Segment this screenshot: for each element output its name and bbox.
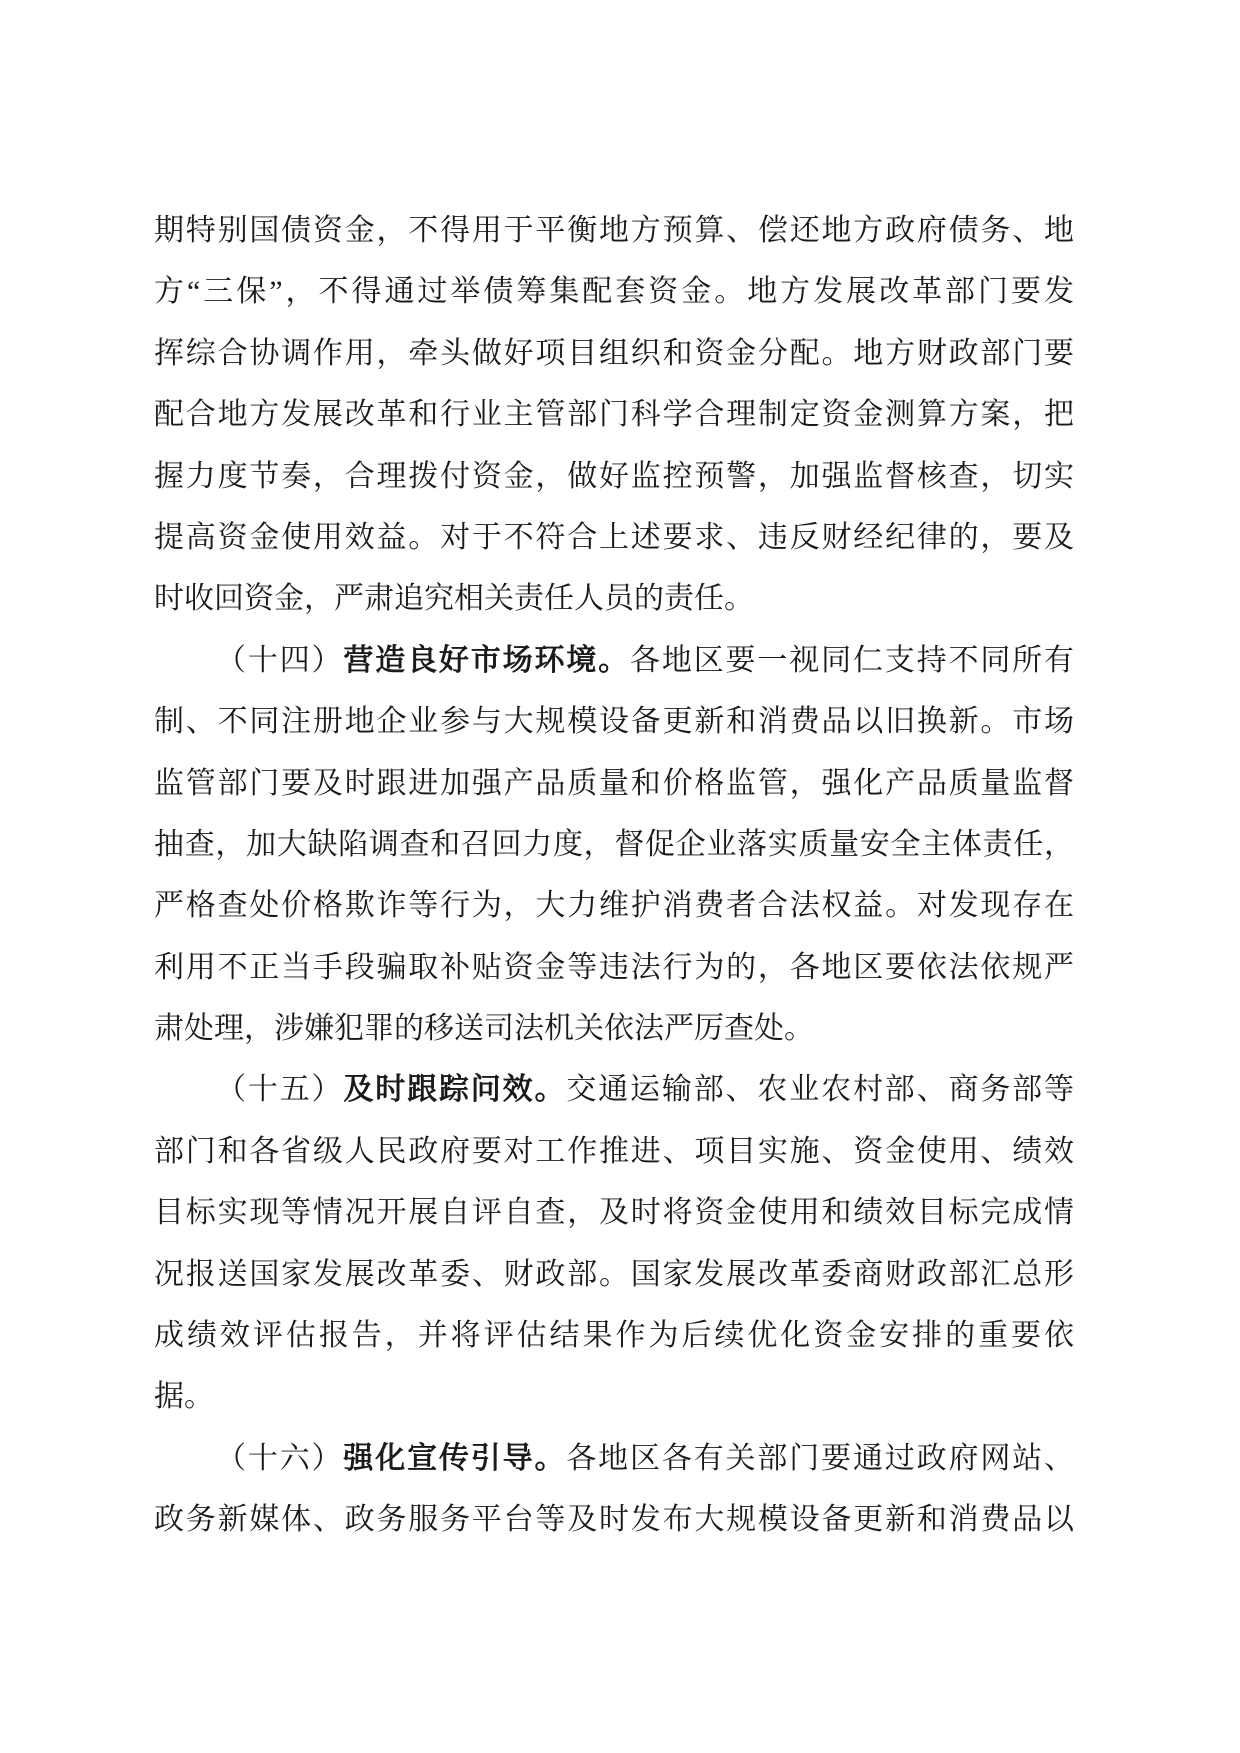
body-text: 部门和各省级人民政府要对工作推进、项目实施、资金使用、绩效	[154, 1134, 1074, 1168]
text-line	[154, 1366, 1074, 1427]
body-text: 监管部门要及时跟进加强产品质量和价格监管，强化产品质量监督	[154, 766, 1074, 800]
text-line	[154, 568, 1074, 629]
text-line	[154, 937, 1074, 998]
body-text: 抽查，加大缺陷调查和召回力度，督促企业落实质量安全主体责任，	[154, 827, 1074, 861]
body-text: （十四）	[216, 643, 344, 677]
text-line	[154, 1305, 1074, 1366]
section-heading-text: 及时跟踪问效。	[343, 1073, 567, 1107]
text-line	[154, 753, 1074, 814]
body-text: 挥综合协调作用，牵头做好项目组织和资金分配。地方财政部门要	[154, 336, 1074, 370]
body-text: 交通运输部、农业农村部、商务部等	[566, 1073, 1075, 1107]
text-line	[154, 200, 1074, 261]
text-line	[154, 1244, 1074, 1305]
text-line	[154, 446, 1074, 507]
body-text: 政务新媒体、政务服务平台等及时发布大规模设备更新和消费品以	[154, 1503, 1074, 1537]
text-block	[154, 200, 1074, 1551]
text-line	[154, 323, 1074, 384]
text-line	[154, 1121, 1074, 1182]
body-text: 成绩效评估报告，并将评估结果作为后续优化资金安排的重要依	[154, 1319, 1074, 1353]
text-line	[154, 814, 1074, 875]
body-text: 严格查处价格欺诈等行为，大力维护消费者合法权益。对发现存在	[154, 889, 1074, 923]
body-text: （十六）	[216, 1441, 344, 1475]
body-text: 利用不正当手段骗取补贴资金等违法行为的，各地区要依法依规严	[154, 950, 1074, 984]
section-heading-text: 营造良好市场环境。	[343, 643, 631, 677]
body-text: 肃处理，涉嫌犯罪的移送司法机关依法严厉查处。	[154, 1012, 814, 1046]
body-text: 期特别国债资金，不得用于平衡地方预算、偿还地方政府债务、地	[154, 214, 1074, 247]
body-text: 握力度节奏，合理拨付资金，做好监控预警，加强监督核查，切实	[154, 459, 1074, 493]
section-heading-text: 强化宣传引导。	[343, 1441, 567, 1475]
text-line	[154, 691, 1074, 752]
body-text: 各地区要一视同仁支持不同所有	[630, 643, 1075, 677]
body-text: 配合地方发展改革和行业主管部门科学合理制定资金测算方案，把	[154, 398, 1074, 432]
text-line	[154, 1182, 1074, 1243]
text-line	[154, 507, 1074, 568]
text-line	[154, 630, 1074, 691]
body-text: 时收回资金，严肃追究相关责任人员的责任。	[154, 582, 754, 616]
body-text: 制、不同注册地企业参与大规模设备更新和消费品以旧换新。市场	[154, 705, 1074, 739]
text-line	[154, 1489, 1074, 1550]
text-line	[154, 384, 1074, 445]
text-line	[154, 1059, 1074, 1120]
body-text: 各地区各有关部门要通过政府网站、	[566, 1441, 1075, 1475]
body-text: 目标实现等情况开展自评自查，及时将资金使用和绩效目标完成情	[154, 1196, 1074, 1230]
text-line	[154, 998, 1074, 1059]
body-text: 方“三保”，不得通过举债筹集配套资金。地方发展改革部门要发	[154, 275, 1074, 309]
body-text: 提高资金使用效益。对于不符合上述要求、违反财经纪律的，要及	[154, 520, 1074, 554]
text-line	[154, 875, 1074, 936]
body-text: （十五）	[216, 1073, 344, 1107]
text-line	[154, 261, 1074, 322]
body-text: 况报送国家发展改革委、财政部。国家发展改革委商财政部汇总形	[154, 1257, 1074, 1291]
text-line	[154, 1428, 1074, 1489]
body-text: 据。	[154, 1380, 214, 1414]
